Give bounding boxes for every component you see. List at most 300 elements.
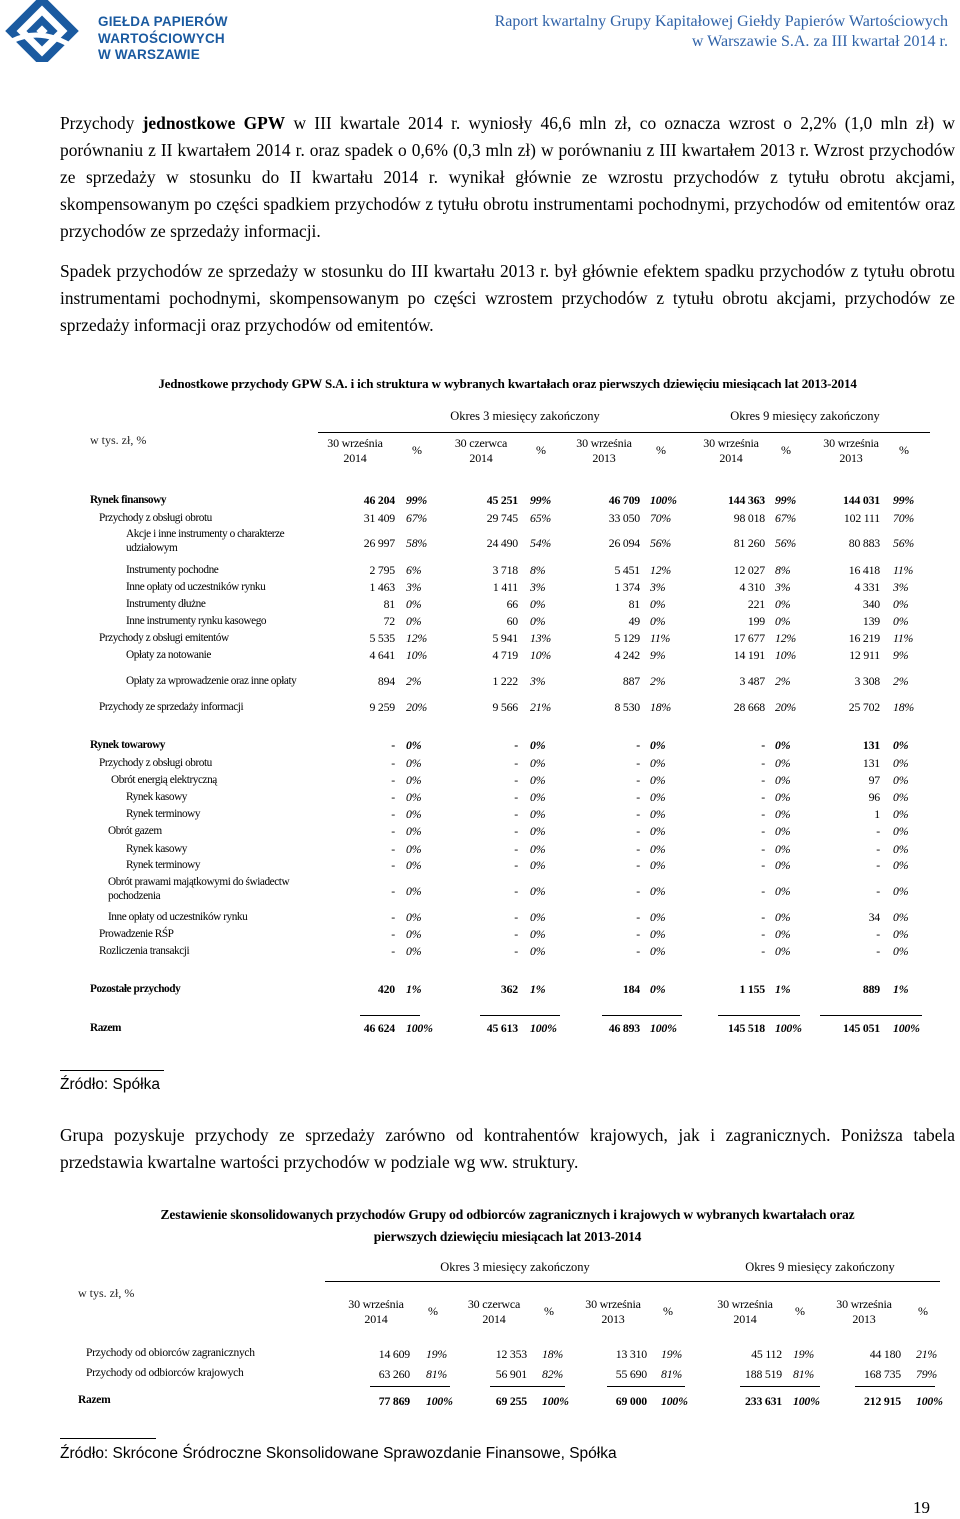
row-label: Przychody ze sprzedaży informacji	[99, 701, 244, 713]
cell-percent: 99%	[893, 493, 915, 507]
col-header-line1: 30 czerwca	[454, 436, 508, 450]
cell-value: 340	[862, 597, 880, 611]
table2-col-header	[690, 1297, 800, 1327]
cell-value: -	[514, 842, 518, 856]
cell-value: 97	[868, 773, 880, 787]
row-label: Opłaty za wprowadzenie oraz inne opłaty	[126, 675, 297, 687]
cell-percent: 3%	[775, 580, 791, 594]
paragraph-customers: Grupa pozyskuje przychody ze sprzedaży zarówno od kontrahentów krajowych, jak i zagranicznych. Poniższa tabela przedstawia kwartalne wartości przychodów w podziale wg ww. struktury.	[60, 1125, 955, 1172]
cell-value: -	[761, 824, 765, 838]
cell-value: 894	[377, 674, 395, 688]
row-label: Rynek towarowy	[90, 739, 165, 751]
cell-percent: 18%	[893, 700, 915, 714]
cell-percent: 0%	[530, 858, 546, 872]
cell-value: 81 260	[733, 536, 765, 550]
cell-value: -	[514, 944, 518, 958]
cell-percent: 0%	[775, 738, 791, 752]
cell-value: 4 310	[739, 580, 765, 594]
cell-percent: 11%	[893, 631, 914, 645]
cell-percent: 100%	[775, 1021, 802, 1035]
row-label: Obrót prawami majątkowymi do świadectw pochodzenia	[108, 876, 290, 902]
cell-value: 4 719	[492, 648, 518, 662]
cell-value: -	[761, 773, 765, 787]
cell-value: -	[761, 884, 765, 898]
cell-value: -	[761, 927, 765, 941]
cell-percent: 81%	[661, 1367, 683, 1381]
cell-percent: 54%	[530, 536, 552, 550]
cell-value: 66	[506, 597, 518, 611]
row-label: Razem	[78, 1394, 111, 1406]
cell-percent: 11%	[893, 563, 914, 577]
cell-value: 45 112	[751, 1347, 782, 1361]
source-note-1: Źródło: Spółka	[60, 1076, 160, 1093]
cell-value: -	[636, 944, 640, 958]
source-note-2: Źródło: Skrócone Śródroczne Skonsolidowane Sprawozdanie Finansowe, Spółka	[60, 1445, 617, 1462]
total-rule	[602, 1015, 682, 1016]
cell-value: 98 018	[733, 511, 765, 525]
cell-percent: 9%	[893, 648, 909, 662]
cell-value: 2 795	[369, 563, 395, 577]
col-header-line1: 30 września	[576, 436, 632, 450]
row-label: Rynek kasowy	[126, 791, 187, 803]
cell-percent: 0%	[650, 738, 666, 752]
cell-percent: 0%	[893, 944, 909, 958]
cell-percent: 0%	[530, 824, 546, 838]
cell-value: 72	[383, 614, 395, 628]
table1-header-rule	[318, 432, 930, 433]
cell-value: 221	[747, 597, 765, 611]
cell-value: 145 518	[728, 1021, 765, 1035]
cell-percent: 100%	[893, 1021, 920, 1035]
cell-percent: 100%	[661, 1394, 688, 1408]
report-title: Raport kwartalny Grupy Kapitałowej Giełdy Papierów Wartościowych w Warszawie S.A. za III kwartał 2014 r.	[494, 13, 948, 50]
cell-percent: 8%	[530, 563, 546, 577]
cell-percent: 56%	[775, 536, 797, 550]
cell-percent: 0%	[893, 756, 909, 770]
cell-percent: 0%	[406, 824, 422, 838]
cell-percent: 0%	[650, 824, 666, 838]
cell-percent: 0%	[775, 842, 791, 856]
total-rule	[607, 1386, 685, 1387]
cell-percent: 0%	[893, 884, 909, 898]
cell-value: 14 191	[733, 648, 765, 662]
pct-header: %	[544, 1304, 554, 1318]
cell-percent: 0%	[650, 858, 666, 872]
cell-percent: 19%	[426, 1347, 448, 1361]
cell-percent: 0%	[893, 614, 909, 628]
cell-value: 46 893	[608, 1021, 640, 1035]
cell-percent: 0%	[775, 824, 791, 838]
total-rule	[718, 1015, 800, 1016]
cell-value: -	[391, 927, 395, 941]
cell-percent: 56%	[650, 536, 672, 550]
cell-value: -	[391, 807, 395, 821]
cell-value: 45 613	[486, 1021, 518, 1035]
cell-value: 1 411	[492, 580, 518, 594]
cell-percent: 1%	[530, 982, 546, 996]
cell-value: -	[876, 927, 880, 941]
cell-percent: 20%	[406, 700, 428, 714]
cell-value: 13 310	[615, 1347, 647, 1361]
row-label: Akcje i inne instrumenty o charakterze udziałowym	[126, 528, 285, 554]
cell-percent: 99%	[406, 493, 428, 507]
cell-value: 144 031	[843, 493, 880, 507]
cell-value: 63 260	[378, 1367, 410, 1381]
cell-value: 12 027	[733, 563, 765, 577]
cell-percent: 0%	[893, 824, 909, 838]
table2-group-3m: Okres 3 miesięcy zakończony	[440, 1260, 590, 1274]
table2-caption: Zestawienie skonsolidowanych przychodów Grupy od odbiorców zagranicznych i krajowych w wybranych kwartałach oraz pierwszych dziewięciu miesiącach lat 2013-2014	[160, 1207, 855, 1244]
gpw-logo-icon	[0, 0, 90, 62]
cell-percent: 0%	[775, 884, 791, 898]
total-rule	[480, 1015, 560, 1016]
cell-percent: 100%	[793, 1394, 820, 1408]
cell-percent: 0%	[650, 614, 666, 628]
cell-value: -	[391, 910, 395, 924]
col-header-line1: 30 września	[823, 436, 879, 450]
table1-caption: Jednostkowe przychody GPW S.A. i ich struktura w wybranych kwartałach oraz pierwszych dziewięciu miesiącach lat 2013-2014	[158, 376, 857, 391]
cell-value: 33 050	[608, 511, 640, 525]
cell-percent: 58%	[406, 536, 428, 550]
cell-value: -	[514, 790, 518, 804]
row-label: Przychody od obiorców zagranicznych	[86, 1347, 255, 1359]
col-header-line2: 2013	[601, 1312, 625, 1326]
col-header-line1: 30 września	[703, 436, 759, 450]
cell-percent: 0%	[406, 884, 422, 898]
cell-percent: 0%	[406, 738, 422, 752]
cell-value: 12 911	[849, 648, 880, 662]
cell-value: -	[391, 773, 395, 787]
cell-value: 24 490	[486, 536, 518, 550]
paragraph-decline: Spadek przychodów ze sprzedaży w stosunku do III kwartału 2013 r. był głównie efektem spadku przychodów z tytułu obrotu instrumentami pochodnymi, skompensowanym po części wzrostem przychodów z tytułu obrotu akcjami, przychodów ze sprzedaży informacji oraz przychodów od emitentów.	[60, 261, 955, 335]
cell-value: -	[391, 842, 395, 856]
cell-value: 31 409	[363, 511, 395, 525]
cell-percent: 0%	[650, 842, 666, 856]
table2-col-header	[439, 1297, 549, 1327]
col-header-line2: 2014	[482, 1312, 506, 1326]
cell-percent: 0%	[530, 756, 546, 770]
cell-value: 420	[377, 982, 395, 996]
cell-percent: 0%	[775, 790, 791, 804]
cell-value: -	[514, 824, 518, 838]
row-label: Obrót energią elektryczną	[111, 774, 217, 786]
cell-value: -	[391, 738, 395, 752]
cell-value: -	[636, 756, 640, 770]
pct-header: %	[795, 1304, 805, 1318]
cell-value: 46 709	[608, 493, 640, 507]
cell-value: -	[636, 824, 640, 838]
footnote-rule	[60, 1070, 164, 1071]
cell-value: 1 155	[739, 982, 765, 996]
cell-percent: 0%	[650, 927, 666, 941]
cell-percent: 3%	[893, 580, 909, 594]
row-label: Przychody z obsługi obrotu	[99, 757, 212, 769]
cell-percent: 8%	[775, 563, 791, 577]
cell-value: -	[514, 807, 518, 821]
cell-value: 3 487	[739, 674, 765, 688]
cell-percent: 70%	[650, 511, 672, 525]
cell-value: -	[391, 884, 395, 898]
pct-header: %	[918, 1304, 928, 1318]
cell-percent: 0%	[530, 927, 546, 941]
cell-value: 3 308	[854, 674, 880, 688]
cell-percent: 10%	[530, 648, 552, 662]
cell-percent: 0%	[775, 944, 791, 958]
cell-percent: 0%	[406, 756, 422, 770]
cell-percent: 0%	[530, 910, 546, 924]
cell-percent: 100%	[426, 1394, 453, 1408]
cell-percent: 67%	[775, 511, 797, 525]
cell-percent: 0%	[775, 927, 791, 941]
table2-group-9m: Okres 9 miesięcy zakończony	[745, 1260, 895, 1274]
cell-percent: 0%	[775, 807, 791, 821]
row-label: Przychody z obsługi emitentów	[99, 632, 229, 644]
pct-header: %	[412, 443, 422, 457]
cell-value: 233 631	[745, 1394, 782, 1408]
cell-value: 362	[500, 982, 518, 996]
cell-value: 46 624	[363, 1021, 395, 1035]
footnote-rule-2	[60, 1438, 156, 1439]
table1-col-header	[676, 436, 786, 466]
total-rule	[370, 1386, 450, 1387]
cell-percent: 81%	[426, 1367, 448, 1381]
cell-percent: 0%	[530, 944, 546, 958]
cell-percent: 0%	[893, 790, 909, 804]
cell-percent: 18%	[542, 1347, 564, 1361]
table2-col-header	[321, 1297, 431, 1327]
cell-percent: 20%	[775, 700, 797, 714]
cell-percent: 2%	[406, 674, 422, 688]
cell-percent: 0%	[406, 807, 422, 821]
cell-value: 60	[506, 614, 518, 628]
cell-percent: 0%	[406, 614, 422, 628]
row-label: Obrót gazem	[108, 825, 162, 837]
cell-percent: 1%	[893, 982, 909, 996]
cell-value: -	[514, 738, 518, 752]
cell-value: 145 051	[843, 1021, 880, 1035]
cell-percent: 0%	[775, 597, 791, 611]
cell-value: 9 259	[369, 700, 395, 714]
cell-value: -	[514, 927, 518, 941]
cell-percent: 99%	[530, 493, 552, 507]
table1-col-header	[300, 436, 410, 466]
table1-col-header	[796, 436, 906, 466]
col-header-line1: 30 września	[327, 436, 383, 450]
cell-value: 131	[862, 756, 880, 770]
cell-value: -	[636, 738, 640, 752]
cell-value: 55 690	[615, 1367, 647, 1381]
cell-percent: 0%	[893, 807, 909, 821]
row-label: Inne opłaty od uczestników rynku	[126, 581, 266, 593]
cell-value: 12 353	[495, 1347, 527, 1361]
col-header-line2: 2014	[733, 1312, 757, 1326]
table2-col-header	[809, 1297, 919, 1327]
cell-value: -	[876, 858, 880, 872]
cell-percent: 81%	[793, 1367, 815, 1381]
cell-percent: 10%	[406, 648, 428, 662]
cell-value: 69 000	[615, 1394, 647, 1408]
cell-percent: 0%	[893, 927, 909, 941]
cell-value: 25 702	[848, 700, 880, 714]
cell-percent: 0%	[530, 884, 546, 898]
cell-value: -	[391, 858, 395, 872]
row-label: Inne instrumenty rynku kasowego	[126, 615, 267, 627]
table2-unit: w tys. zł, %	[78, 1286, 135, 1300]
cell-percent: 0%	[650, 773, 666, 787]
cell-percent: 0%	[650, 756, 666, 770]
row-label: Rynek terminowy	[126, 859, 201, 871]
cell-percent: 0%	[893, 738, 909, 752]
cell-percent: 13%	[530, 631, 552, 645]
row-label: Przychody z obsługi obrotu	[99, 512, 212, 524]
cell-value: 102 111	[843, 511, 880, 525]
cell-value: -	[636, 773, 640, 787]
total-rule	[820, 1015, 922, 1016]
cell-percent: 3%	[530, 674, 546, 688]
cell-value: -	[514, 858, 518, 872]
row-label: Rynek terminowy	[126, 808, 201, 820]
row-label: Inne opłaty od uczestników rynku	[108, 911, 248, 923]
cell-percent: 0%	[650, 597, 666, 611]
cell-value: 4 242	[614, 648, 640, 662]
table1-group-3m: Okres 3 miesięcy zakończony	[450, 409, 600, 423]
col-header-line2: 2014	[343, 451, 367, 465]
cell-value: -	[636, 790, 640, 804]
cell-percent: 0%	[530, 790, 546, 804]
row-label: Rynek finansowy	[90, 494, 167, 506]
cell-percent: 0%	[650, 944, 666, 958]
cell-percent: 12%	[775, 631, 797, 645]
cell-value: 46 204	[363, 493, 395, 507]
col-header-line1: 30 września	[348, 1297, 404, 1311]
total-rule	[740, 1386, 820, 1387]
cell-value: 887	[622, 674, 640, 688]
cell-value: 69 255	[495, 1394, 527, 1408]
cell-percent: 6%	[406, 563, 422, 577]
cell-percent: 1%	[775, 982, 791, 996]
cell-value: -	[876, 884, 880, 898]
cell-percent: 99%	[775, 493, 797, 507]
cell-value: 168 735	[864, 1367, 901, 1381]
cell-percent: 0%	[406, 944, 422, 958]
cell-value: 131	[862, 738, 880, 752]
total-rule	[855, 1386, 935, 1387]
cell-percent: 12%	[406, 631, 428, 645]
cell-value: 5 941	[492, 631, 518, 645]
table1-unit: w tys. zł, %	[90, 433, 147, 447]
cell-percent: 0%	[406, 927, 422, 941]
cell-value: 144 363	[728, 493, 765, 507]
cell-percent: 0%	[893, 910, 909, 924]
cell-value: 1 463	[369, 580, 395, 594]
cell-percent: 79%	[916, 1367, 938, 1381]
cell-percent: 100%	[916, 1394, 943, 1408]
cell-percent: 82%	[542, 1367, 564, 1381]
cell-value: 8 530	[614, 700, 640, 714]
cell-value: -	[876, 944, 880, 958]
cell-value: -	[761, 807, 765, 821]
col-header-line2: 2014	[364, 1312, 388, 1326]
cell-value: 188 519	[745, 1367, 782, 1381]
col-header-line1: 30 czerwca	[467, 1297, 521, 1311]
cell-percent: 21%	[530, 700, 552, 714]
cell-percent: 0%	[406, 842, 422, 856]
cell-value: 3 718	[492, 563, 518, 577]
cell-value: -	[876, 824, 880, 838]
cell-value: 81	[628, 597, 640, 611]
cell-value: 77 869	[378, 1394, 410, 1408]
cell-value: 5 535	[369, 631, 395, 645]
cell-value: -	[761, 842, 765, 856]
pct-header: %	[781, 443, 791, 457]
cell-value: 81	[383, 597, 395, 611]
cell-percent: 19%	[793, 1347, 815, 1361]
pct-header: %	[899, 443, 909, 457]
cell-percent: 67%	[406, 511, 428, 525]
cell-percent: 19%	[661, 1347, 683, 1361]
page-header	[0, 0, 960, 70]
cell-percent: 100%	[650, 1021, 677, 1035]
cell-percent: 0%	[775, 858, 791, 872]
cell-value: 199	[747, 614, 765, 628]
cell-value: -	[636, 807, 640, 821]
cell-percent: 0%	[650, 982, 666, 996]
row-label: Instrumenty dłużne	[126, 598, 206, 610]
cell-value: -	[391, 824, 395, 838]
cell-value: 14 609	[378, 1347, 410, 1361]
cell-percent: 0%	[893, 597, 909, 611]
page-number: 19	[913, 1498, 930, 1517]
cell-value: 26 997	[363, 536, 395, 550]
cell-percent: 65%	[530, 511, 552, 525]
paragraph-intro: Przychody jednostkowe GPW w III kwartale 2014 r. wyniosły 46,6 mln zł, co oznacza wzrost o 2,2% (1,0 mln zł) w porównaniu z II kwartałem 2014 r. oraz spadek o 0,6% (0,3 mln zł) w porównaniu z III kwartałem 2013 r. Wzrost przychodów ze sprzedaży w stosunku do II kwartału 2014 r. wynikał głównie ze wzrostu przychodów z tytułu obrotu akcjami, skompensowanym po części spadkiem przychodów z tytułu obrotu instrumentami pochodnymi, przychodów od emitentów oraz przychodów ze sprzedaży informacji.	[60, 113, 955, 241]
col-header-line2: 2014	[719, 451, 743, 465]
cell-percent: 0%	[530, 842, 546, 856]
cell-value: -	[636, 842, 640, 856]
cell-value: -	[636, 884, 640, 898]
cell-value: 9 566	[492, 700, 518, 714]
table2-header-rule	[325, 1281, 940, 1282]
cell-percent: 21%	[916, 1347, 938, 1361]
cell-percent: 0%	[406, 858, 422, 872]
cell-percent: 0%	[530, 773, 546, 787]
cell-value: 28 668	[733, 700, 765, 714]
cell-percent: 0%	[650, 884, 666, 898]
cell-value: -	[761, 858, 765, 872]
cell-value: -	[636, 927, 640, 941]
cell-percent: 0%	[406, 597, 422, 611]
cell-value: -	[761, 738, 765, 752]
row-label: Instrumenty pochodne	[126, 564, 219, 576]
cell-value: 34	[868, 910, 880, 924]
cell-percent: 12%	[650, 563, 672, 577]
col-header-line1: 30 września	[717, 1297, 773, 1311]
col-header-line1: 30 września	[836, 1297, 892, 1311]
row-label: Razem	[90, 1022, 121, 1034]
cell-value: -	[514, 884, 518, 898]
cell-value: 1 222	[492, 674, 518, 688]
table1-col-header	[549, 436, 659, 466]
col-header-line2: 2013	[852, 1312, 876, 1326]
brand-name: GIEŁDA PAPIERÓW WARTOŚCIOWYCH W WARSZAWIE	[98, 14, 228, 62]
cell-value: -	[636, 910, 640, 924]
col-header-line2: 2014	[469, 451, 493, 465]
cell-value: 49	[628, 614, 640, 628]
cell-value: 96	[868, 790, 880, 804]
cell-percent: 10%	[775, 648, 797, 662]
cell-percent: 0%	[893, 773, 909, 787]
col-header-line1: 30 września	[585, 1297, 641, 1311]
